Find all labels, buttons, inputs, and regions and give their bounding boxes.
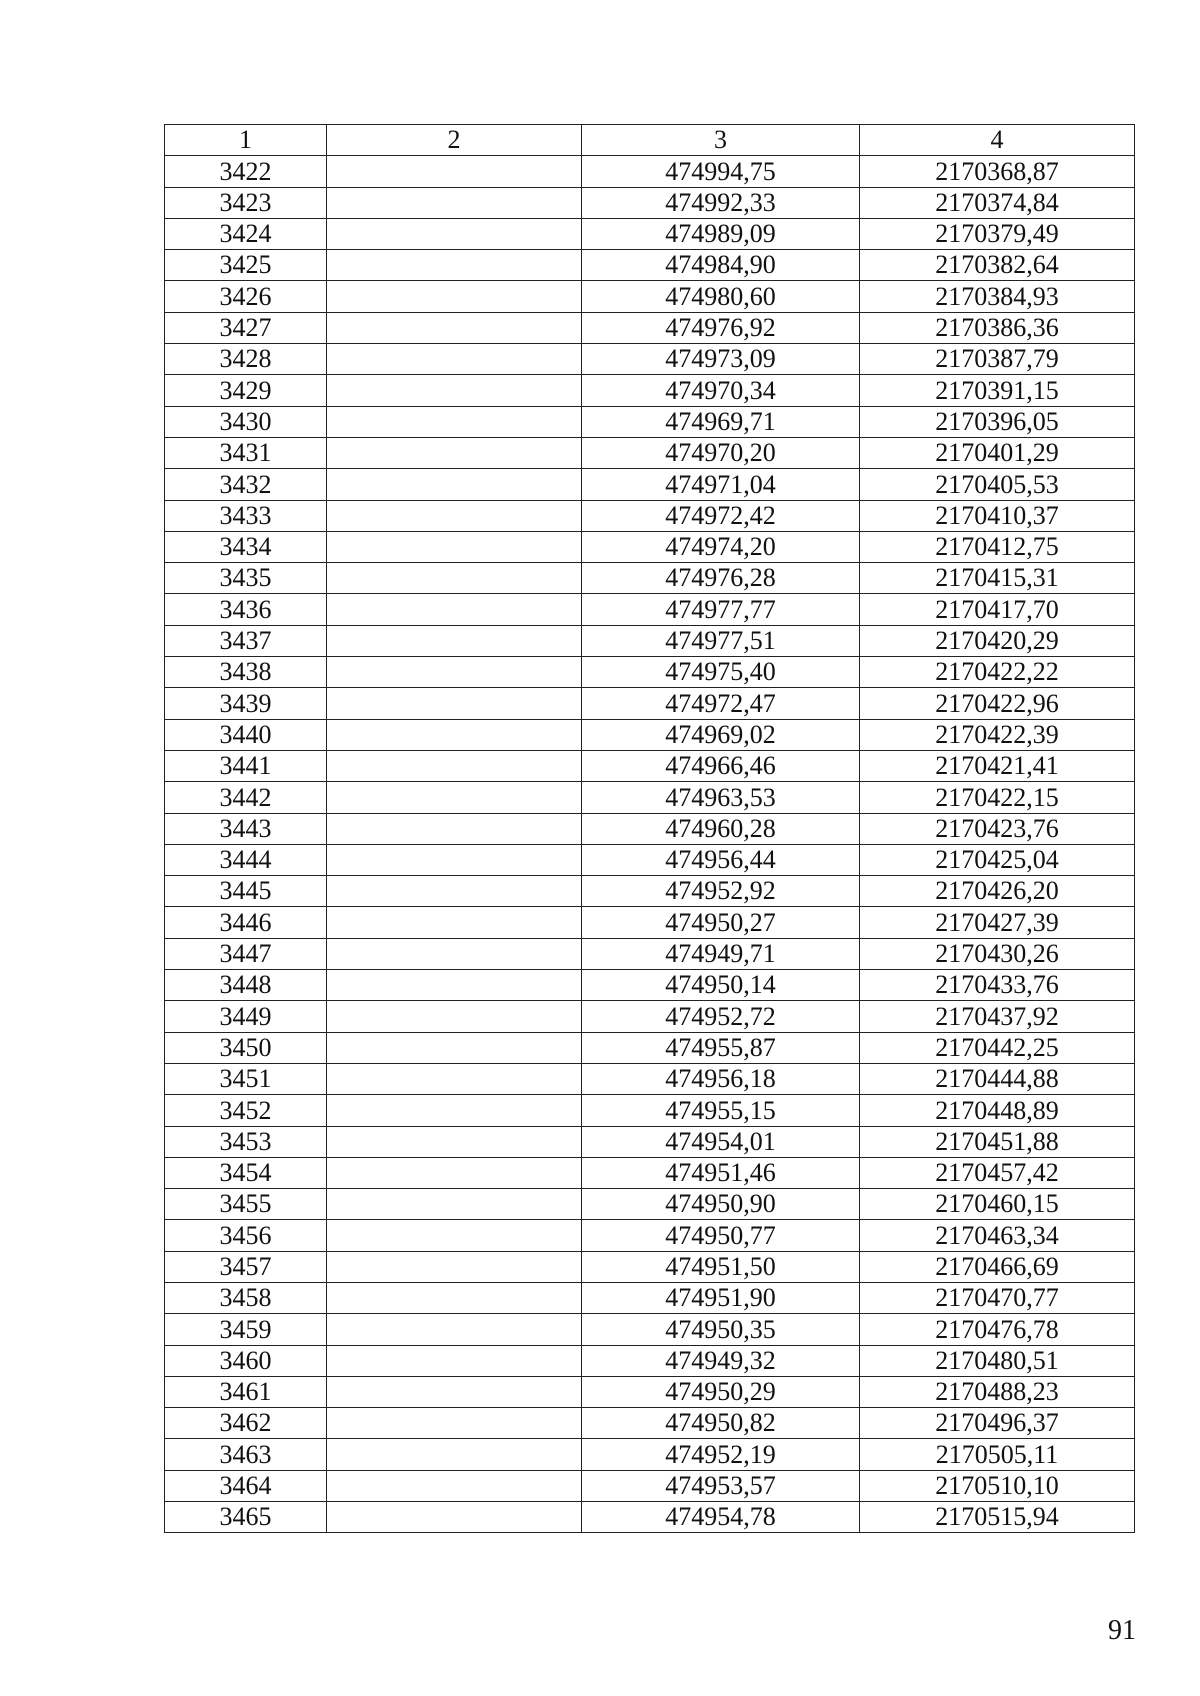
point-number-cell: 3465 (165, 1502, 327, 1533)
x-coordinate-cell: 474974,20 (582, 531, 860, 562)
point-number-cell: 3454 (165, 1157, 327, 1188)
empty-cell (327, 344, 582, 375)
point-number-cell: 3464 (165, 1470, 327, 1501)
point-number-cell: 3459 (165, 1314, 327, 1345)
table-row (165, 187, 1135, 218)
y-coordinate-cell: 2170379,49 (860, 218, 1135, 249)
empty-cell (327, 1032, 582, 1063)
x-coordinate-cell: 474951,46 (582, 1157, 860, 1188)
y-coordinate-cell: 2170423,76 (860, 813, 1135, 844)
y-coordinate-cell: 2170421,41 (860, 750, 1135, 781)
empty-cell (327, 1189, 582, 1220)
empty-cell (327, 813, 582, 844)
table-row (165, 156, 1135, 187)
table-row (165, 594, 1135, 625)
empty-cell (327, 1095, 582, 1126)
empty-cell (327, 156, 582, 187)
point-number-cell: 3433 (165, 500, 327, 531)
x-coordinate-cell: 474950,77 (582, 1220, 860, 1251)
table-row (165, 938, 1135, 969)
point-number-cell: 3423 (165, 187, 327, 218)
x-coordinate-cell: 474989,09 (582, 218, 860, 249)
table-row (165, 625, 1135, 656)
point-number-cell: 3439 (165, 688, 327, 719)
table-row (165, 719, 1135, 750)
table-header-row (165, 125, 1135, 156)
point-number-cell: 3425 (165, 250, 327, 281)
empty-cell (327, 218, 582, 249)
y-coordinate-cell: 2170384,93 (860, 281, 1135, 312)
point-number-cell: 3451 (165, 1063, 327, 1094)
table-row (165, 844, 1135, 875)
point-number-cell: 3458 (165, 1282, 327, 1313)
empty-cell (327, 1220, 582, 1251)
y-coordinate-cell: 2170451,88 (860, 1126, 1135, 1157)
empty-cell (327, 594, 582, 625)
y-coordinate-cell: 2170505,11 (860, 1439, 1135, 1470)
point-number-cell: 3455 (165, 1189, 327, 1220)
point-number-cell: 3456 (165, 1220, 327, 1251)
empty-cell (327, 187, 582, 218)
y-coordinate-cell: 2170422,96 (860, 688, 1135, 719)
point-number-cell: 3448 (165, 970, 327, 1001)
y-coordinate-cell: 2170488,23 (860, 1376, 1135, 1407)
table-row (165, 437, 1135, 468)
y-coordinate-cell: 2170510,10 (860, 1470, 1135, 1501)
x-coordinate-cell: 474955,87 (582, 1032, 860, 1063)
y-coordinate-cell: 2170515,94 (860, 1502, 1135, 1533)
point-number-cell: 3426 (165, 281, 327, 312)
table-row (165, 657, 1135, 688)
empty-cell (327, 625, 582, 656)
point-number-cell: 3437 (165, 625, 327, 656)
empty-cell (327, 1408, 582, 1439)
empty-cell (327, 406, 582, 437)
y-coordinate-cell: 2170386,36 (860, 312, 1135, 343)
point-number-cell: 3446 (165, 907, 327, 938)
point-number-cell: 3461 (165, 1376, 327, 1407)
x-coordinate-cell: 474970,20 (582, 437, 860, 468)
x-coordinate-cell: 474966,46 (582, 750, 860, 781)
table-row (165, 406, 1135, 437)
y-coordinate-cell: 2170433,76 (860, 970, 1135, 1001)
y-coordinate-cell: 2170422,22 (860, 657, 1135, 688)
x-coordinate-cell: 474963,53 (582, 782, 860, 813)
y-coordinate-cell: 2170496,37 (860, 1408, 1135, 1439)
x-coordinate-cell: 474950,27 (582, 907, 860, 938)
x-coordinate-cell: 474994,75 (582, 156, 860, 187)
point-number-cell: 3432 (165, 469, 327, 500)
y-coordinate-cell: 2170460,15 (860, 1189, 1135, 1220)
x-coordinate-cell: 474972,42 (582, 500, 860, 531)
point-number-cell: 3435 (165, 563, 327, 594)
y-coordinate-cell: 2170401,29 (860, 437, 1135, 468)
table-row (165, 1126, 1135, 1157)
y-coordinate-cell: 2170466,69 (860, 1251, 1135, 1282)
y-coordinate-cell: 2170420,29 (860, 625, 1135, 656)
table-row (165, 876, 1135, 907)
table-row (165, 344, 1135, 375)
empty-cell (327, 1502, 582, 1533)
table-body (165, 156, 1135, 1533)
table-row (165, 1251, 1135, 1282)
empty-cell (327, 531, 582, 562)
coordinates-table (164, 124, 1135, 1533)
y-coordinate-cell: 2170410,37 (860, 500, 1135, 531)
x-coordinate-cell: 474950,29 (582, 1376, 860, 1407)
table-row (165, 1439, 1135, 1470)
point-number-cell: 3424 (165, 218, 327, 249)
table-row (165, 1032, 1135, 1063)
empty-cell (327, 1470, 582, 1501)
table-row (165, 1063, 1135, 1094)
x-coordinate-cell: 474950,35 (582, 1314, 860, 1345)
y-coordinate-cell: 2170427,39 (860, 907, 1135, 938)
x-coordinate-cell: 474975,40 (582, 657, 860, 688)
y-coordinate-cell: 2170457,42 (860, 1157, 1135, 1188)
y-coordinate-cell: 2170437,92 (860, 1001, 1135, 1032)
table-row (165, 813, 1135, 844)
empty-cell (327, 657, 582, 688)
point-number-cell: 3447 (165, 938, 327, 969)
y-coordinate-cell: 2170425,04 (860, 844, 1135, 875)
y-coordinate-cell: 2170387,79 (860, 344, 1135, 375)
point-number-cell: 3450 (165, 1032, 327, 1063)
table-row (165, 469, 1135, 500)
point-number-cell: 3436 (165, 594, 327, 625)
empty-cell (327, 1439, 582, 1470)
x-coordinate-cell: 474952,92 (582, 876, 860, 907)
x-coordinate-cell: 474980,60 (582, 281, 860, 312)
empty-cell (327, 688, 582, 719)
y-coordinate-cell: 2170396,05 (860, 406, 1135, 437)
table-row (165, 1502, 1135, 1533)
table-row (165, 1001, 1135, 1032)
y-coordinate-cell: 2170480,51 (860, 1345, 1135, 1376)
y-coordinate-cell: 2170417,70 (860, 594, 1135, 625)
y-coordinate-cell: 2170374,84 (860, 187, 1135, 218)
empty-cell (327, 1001, 582, 1032)
empty-cell (327, 844, 582, 875)
x-coordinate-cell: 474969,71 (582, 406, 860, 437)
x-coordinate-cell: 474956,18 (582, 1063, 860, 1094)
y-coordinate-cell: 2170470,77 (860, 1282, 1135, 1313)
empty-cell (327, 375, 582, 406)
y-coordinate-cell: 2170412,75 (860, 531, 1135, 562)
x-coordinate-cell: 474976,92 (582, 312, 860, 343)
y-coordinate-cell: 2170415,31 (860, 563, 1135, 594)
x-coordinate-cell: 474971,04 (582, 469, 860, 500)
x-coordinate-cell: 474960,28 (582, 813, 860, 844)
table-row (165, 750, 1135, 781)
y-coordinate-cell: 2170391,15 (860, 375, 1135, 406)
y-coordinate-cell: 2170405,53 (860, 469, 1135, 500)
empty-cell (327, 1282, 582, 1313)
x-coordinate-cell: 474949,32 (582, 1345, 860, 1376)
table-row (165, 1282, 1135, 1313)
empty-cell (327, 437, 582, 468)
point-number-cell: 3429 (165, 375, 327, 406)
x-coordinate-cell: 474952,72 (582, 1001, 860, 1032)
point-number-cell: 3444 (165, 844, 327, 875)
header-col-1: 1 (165, 125, 327, 156)
point-number-cell: 3434 (165, 531, 327, 562)
point-number-cell: 3449 (165, 1001, 327, 1032)
point-number-cell: 3441 (165, 750, 327, 781)
empty-cell (327, 1345, 582, 1376)
empty-cell (327, 1314, 582, 1345)
empty-cell (327, 750, 582, 781)
x-coordinate-cell: 474984,90 (582, 250, 860, 281)
point-number-cell: 3443 (165, 813, 327, 844)
point-number-cell: 3430 (165, 406, 327, 437)
x-coordinate-cell: 474950,14 (582, 970, 860, 1001)
x-coordinate-cell: 474973,09 (582, 344, 860, 375)
point-number-cell: 3440 (165, 719, 327, 750)
x-coordinate-cell: 474949,71 (582, 938, 860, 969)
x-coordinate-cell: 474956,44 (582, 844, 860, 875)
empty-cell (327, 250, 582, 281)
empty-cell (327, 500, 582, 531)
x-coordinate-cell: 474953,57 (582, 1470, 860, 1501)
x-coordinate-cell: 474950,90 (582, 1189, 860, 1220)
point-number-cell: 3427 (165, 312, 327, 343)
point-number-cell: 3462 (165, 1408, 327, 1439)
empty-cell (327, 782, 582, 813)
table-row (165, 1470, 1135, 1501)
empty-cell (327, 1126, 582, 1157)
table-row (165, 907, 1135, 938)
y-coordinate-cell: 2170463,34 (860, 1220, 1135, 1251)
page-number: 91 (1108, 1615, 1136, 1646)
y-coordinate-cell: 2170444,88 (860, 1063, 1135, 1094)
point-number-cell: 3453 (165, 1126, 327, 1157)
x-coordinate-cell: 474952,19 (582, 1439, 860, 1470)
empty-cell (327, 312, 582, 343)
x-coordinate-cell: 474992,33 (582, 187, 860, 218)
point-number-cell: 3438 (165, 657, 327, 688)
y-coordinate-cell: 2170382,64 (860, 250, 1135, 281)
point-number-cell: 3460 (165, 1345, 327, 1376)
empty-cell (327, 719, 582, 750)
point-number-cell: 3445 (165, 876, 327, 907)
table-row (165, 375, 1135, 406)
x-coordinate-cell: 474977,77 (582, 594, 860, 625)
point-number-cell: 3422 (165, 156, 327, 187)
y-coordinate-cell: 2170422,15 (860, 782, 1135, 813)
x-coordinate-cell: 474976,28 (582, 563, 860, 594)
y-coordinate-cell: 2170430,26 (860, 938, 1135, 969)
table-row (165, 688, 1135, 719)
x-coordinate-cell: 474954,01 (582, 1126, 860, 1157)
x-coordinate-cell: 474951,90 (582, 1282, 860, 1313)
table-row (165, 1095, 1135, 1126)
point-number-cell: 3442 (165, 782, 327, 813)
empty-cell (327, 1376, 582, 1407)
x-coordinate-cell: 474972,47 (582, 688, 860, 719)
x-coordinate-cell: 474969,02 (582, 719, 860, 750)
empty-cell (327, 938, 582, 969)
table-row (165, 1345, 1135, 1376)
y-coordinate-cell: 2170422,39 (860, 719, 1135, 750)
empty-cell (327, 281, 582, 312)
table-row (165, 1314, 1135, 1345)
table-row (165, 218, 1135, 249)
y-coordinate-cell: 2170368,87 (860, 156, 1135, 187)
x-coordinate-cell: 474954,78 (582, 1502, 860, 1533)
table-row (165, 1157, 1135, 1188)
empty-cell (327, 907, 582, 938)
x-coordinate-cell: 474951,50 (582, 1251, 860, 1282)
header-col-4: 4 (860, 125, 1135, 156)
x-coordinate-cell: 474955,15 (582, 1095, 860, 1126)
point-number-cell: 3452 (165, 1095, 327, 1126)
x-coordinate-cell: 474977,51 (582, 625, 860, 656)
empty-cell (327, 563, 582, 594)
table-row (165, 531, 1135, 562)
header-col-3: 3 (582, 125, 860, 156)
table-row (165, 1220, 1135, 1251)
empty-cell (327, 970, 582, 1001)
table-row (165, 500, 1135, 531)
y-coordinate-cell: 2170476,78 (860, 1314, 1135, 1345)
x-coordinate-cell: 474950,82 (582, 1408, 860, 1439)
x-coordinate-cell: 474970,34 (582, 375, 860, 406)
table-row (165, 782, 1135, 813)
table-row (165, 281, 1135, 312)
point-number-cell: 3431 (165, 437, 327, 468)
table-row (165, 250, 1135, 281)
point-number-cell: 3457 (165, 1251, 327, 1282)
y-coordinate-cell: 2170442,25 (860, 1032, 1135, 1063)
table-row (165, 563, 1135, 594)
table-row (165, 312, 1135, 343)
y-coordinate-cell: 2170448,89 (860, 1095, 1135, 1126)
empty-cell (327, 876, 582, 907)
point-number-cell: 3463 (165, 1439, 327, 1470)
empty-cell (327, 1063, 582, 1094)
table-row (165, 970, 1135, 1001)
empty-cell (327, 1251, 582, 1282)
empty-cell (327, 1157, 582, 1188)
y-coordinate-cell: 2170426,20 (860, 876, 1135, 907)
table-row (165, 1376, 1135, 1407)
point-number-cell: 3428 (165, 344, 327, 375)
table-row (165, 1189, 1135, 1220)
table-row (165, 1408, 1135, 1439)
header-col-2: 2 (327, 125, 582, 156)
empty-cell (327, 469, 582, 500)
